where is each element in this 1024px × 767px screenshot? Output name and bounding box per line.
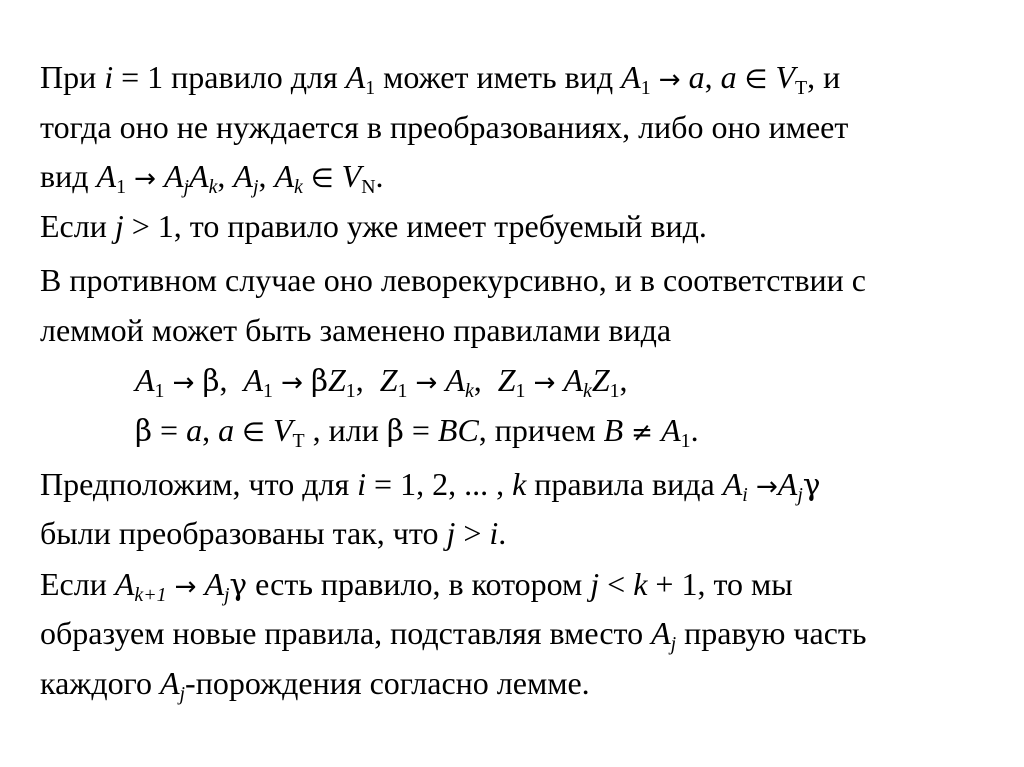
- var-Z: Z: [379, 362, 398, 398]
- var-i: i: [104, 59, 114, 95]
- text: есть правило, в котором: [247, 566, 591, 602]
- arrow-symbol: →: [658, 65, 681, 95]
- var-BC: BC: [437, 412, 479, 448]
- subscript: 1: [154, 379, 165, 402]
- text: ,: [258, 158, 275, 194]
- gamma-symbol: γ: [229, 568, 248, 602]
- var-j: j: [446, 515, 456, 551]
- var-A: A: [445, 362, 465, 398]
- arrow-symbol: →: [415, 368, 438, 398]
- var-a: a: [720, 59, 737, 95]
- subscript: j: [252, 175, 259, 198]
- beta-symbol: β: [135, 414, 153, 448]
- formula-line2: [135, 411, 699, 452]
- text: ,: [355, 362, 380, 398]
- subscript: N: [361, 175, 376, 198]
- text: каждого: [40, 665, 160, 701]
- subscript: 1: [515, 379, 526, 402]
- p1-line2: тогда оно не нуждается в преобразованиях, либо оно имеет: [40, 109, 849, 145]
- var-A: A: [274, 158, 294, 194]
- var-A: A: [563, 362, 583, 398]
- arrow-symbol: →: [174, 572, 197, 602]
- element-of-symbol: ∈: [310, 164, 334, 194]
- var-A: A: [233, 158, 253, 194]
- subscript: k: [464, 379, 474, 402]
- var-A: A: [204, 566, 225, 602]
- var-A: A: [651, 615, 671, 651]
- element-of-symbol: ∈: [744, 65, 768, 95]
- arrow-symbol: →: [755, 472, 778, 502]
- var-A: A: [345, 59, 366, 95]
- text: ,: [619, 362, 628, 398]
- text: -порождения согласно лемме.: [185, 665, 590, 701]
- subscript: T: [795, 76, 808, 99]
- not-equal-symbol: ≠: [631, 418, 654, 448]
- var-V: V: [272, 412, 293, 448]
- text: ,: [202, 412, 219, 448]
- element-of-symbol: ∈: [242, 418, 265, 448]
- text: ,: [473, 362, 498, 398]
- p5-line2: [40, 614, 867, 655]
- text: ,: [217, 158, 234, 194]
- p2-line1: [40, 207, 707, 245]
- subscript: j: [797, 483, 803, 506]
- p3-line2: леммой может быть заменено правилами вида: [40, 312, 672, 348]
- text: + 1, то мы: [647, 566, 793, 602]
- text: были преобразованы так, что: [40, 515, 447, 551]
- subscript: 1: [345, 379, 356, 402]
- var-A: A: [163, 158, 184, 194]
- beta-symbol: β: [202, 364, 220, 398]
- text: Если: [40, 566, 115, 602]
- text: , или: [304, 412, 387, 448]
- subscript: j: [670, 632, 677, 655]
- subscript: k: [294, 175, 303, 198]
- var-V: V: [341, 158, 362, 194]
- p1-line1: [40, 58, 840, 99]
- var-A: A: [135, 362, 155, 398]
- subscript: k: [583, 379, 592, 402]
- var-A: A: [621, 59, 641, 95]
- var-A: A: [722, 466, 743, 502]
- p3-line1: В противном случае оно леворекурсивно, и в соответствии с: [40, 262, 866, 298]
- subscript: k+1: [134, 583, 167, 606]
- subscript: 1: [116, 175, 126, 198]
- beta-symbol: β: [386, 414, 404, 448]
- var-a: a: [688, 59, 705, 95]
- arrow-symbol: →: [533, 368, 556, 398]
- arrow-symbol: →: [133, 164, 156, 194]
- text: может иметь вид: [375, 59, 622, 95]
- beta-symbol: β: [310, 364, 328, 398]
- subscript: 1: [263, 379, 273, 402]
- var-A: A: [189, 158, 209, 194]
- subscript: T: [292, 429, 305, 452]
- subscript: j: [183, 175, 190, 198]
- var-i: i: [357, 466, 367, 502]
- subscript: j: [224, 583, 230, 606]
- var-Z: Z: [327, 362, 346, 398]
- var-j: j: [114, 208, 124, 244]
- text: >: [455, 515, 490, 551]
- subscript: j: [179, 682, 186, 705]
- var-V: V: [775, 59, 795, 95]
- subscript: 1: [680, 429, 691, 452]
- var-A: A: [96, 158, 117, 194]
- var-Z: Z: [497, 362, 516, 398]
- var-i: i: [489, 515, 499, 551]
- subscript: 1: [365, 76, 376, 99]
- text: <: [599, 566, 634, 602]
- var-a: a: [186, 412, 203, 448]
- arrow-symbol: →: [172, 368, 195, 398]
- p4-line2: [40, 514, 506, 552]
- subscript: 1: [609, 379, 620, 402]
- text: > 1, то правило уже имеет требуемый вид.: [123, 208, 707, 244]
- arrow-symbol: →: [280, 368, 303, 398]
- subscript: 1: [640, 76, 651, 99]
- subscript: i: [742, 483, 748, 506]
- p5-line3: [40, 664, 590, 705]
- var-j: j: [590, 566, 600, 602]
- p5-line1: [40, 565, 793, 606]
- subscript: k: [208, 175, 218, 198]
- var-Z: Z: [591, 362, 610, 398]
- gamma-symbol: γ: [802, 468, 821, 502]
- var-A: A: [114, 566, 135, 602]
- text: ,: [704, 59, 721, 95]
- var-k: k: [512, 466, 527, 502]
- p4-line1: [40, 465, 820, 506]
- p1-line3: [40, 157, 384, 198]
- text: .: [498, 515, 507, 551]
- text: Если: [40, 208, 115, 244]
- text: = 1, 2, ... ,: [366, 466, 513, 502]
- var-A: A: [243, 362, 264, 398]
- text: .: [375, 158, 384, 194]
- var-A: A: [661, 412, 681, 448]
- text: .: [690, 412, 699, 448]
- text: = 1 правило для: [113, 59, 346, 95]
- var-k: k: [633, 566, 648, 602]
- text: ,: [219, 362, 244, 398]
- text: , и: [807, 59, 841, 95]
- text: =: [152, 412, 187, 448]
- text: , причем: [478, 412, 604, 448]
- var-a: a: [218, 412, 235, 448]
- subscript: 1: [397, 379, 408, 402]
- var-A: A: [159, 665, 180, 701]
- text: вид: [40, 158, 97, 194]
- var-A: A: [777, 466, 798, 502]
- text: =: [403, 412, 438, 448]
- text: Предположим, что для: [40, 466, 358, 502]
- var-B: B: [603, 412, 624, 448]
- text: правую часть: [676, 615, 867, 651]
- text: образуем новые правила, подставляя вместо: [40, 615, 652, 651]
- text: При: [40, 59, 105, 95]
- text: правила вида: [526, 466, 723, 502]
- formula-line1: [135, 361, 628, 402]
